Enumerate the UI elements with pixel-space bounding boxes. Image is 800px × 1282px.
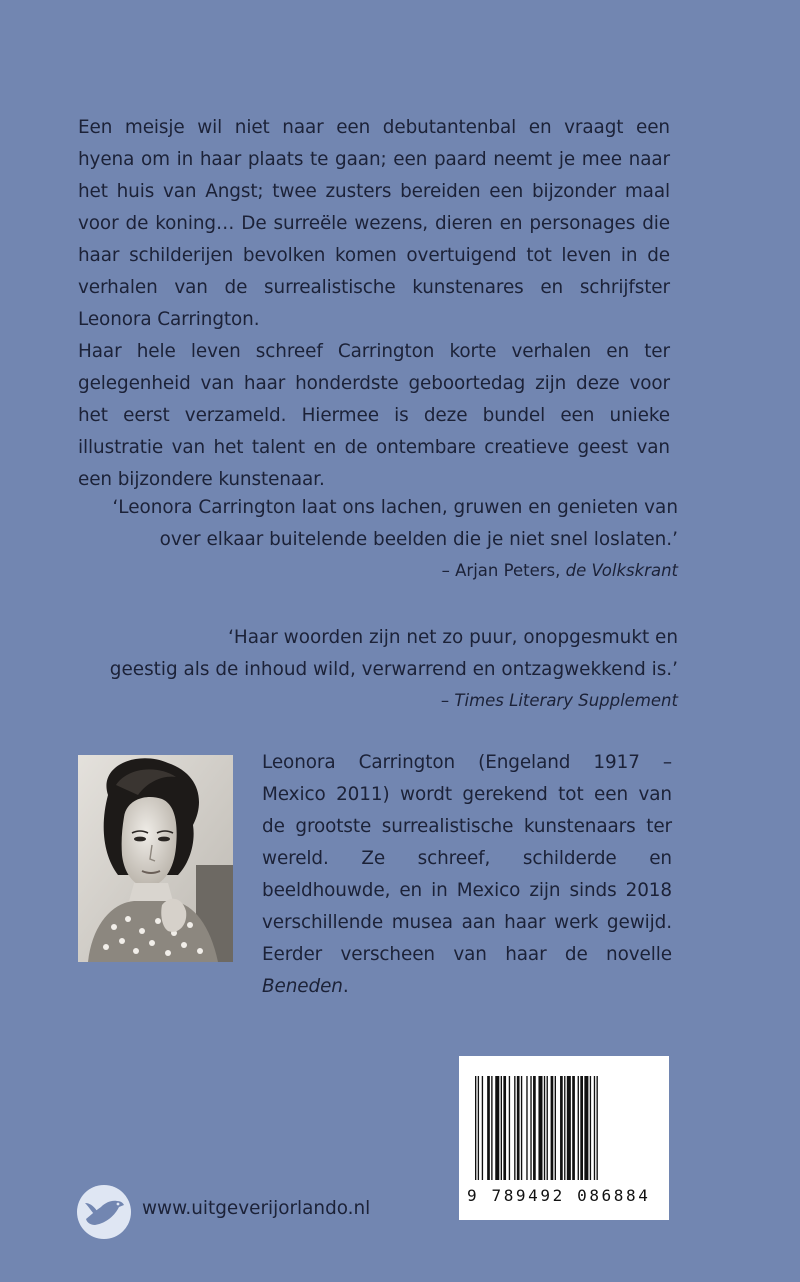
barcode-bar — [594, 1076, 595, 1180]
barcode-bar — [521, 1076, 522, 1180]
barcode-bar — [555, 1076, 556, 1180]
barcode-bar — [501, 1076, 502, 1180]
barcode-bars — [475, 1076, 653, 1180]
barcode-bar — [564, 1076, 565, 1180]
barcode-bar — [572, 1076, 575, 1180]
barcode-bar — [530, 1076, 531, 1180]
quote-attribution — [78, 686, 678, 716]
review-quote-tls — [78, 622, 678, 716]
barcode-bar — [597, 1076, 598, 1180]
attribution-author: – Arjan Peters, — [441, 561, 566, 580]
book-blurb — [78, 112, 670, 496]
barcode-bar — [533, 1076, 536, 1180]
publisher-website-link[interactable]: www.uitgeverijorlando.nl — [142, 1198, 371, 1219]
review-quote-volkskrant — [78, 492, 678, 586]
barcode-bar — [478, 1076, 479, 1180]
barcode-bar — [514, 1076, 515, 1180]
barcode-bar — [487, 1076, 490, 1180]
barcode-bar — [547, 1076, 548, 1180]
barcode-bar — [567, 1076, 571, 1180]
attribution-source: de Volkskrant — [565, 561, 678, 580]
barcode-bar — [491, 1076, 492, 1180]
blurb-paragraph-2: Haar hele leven schreef Carrington korte verhalen en ter gelegenheid van haar honderdste geboortedag zijn deze voor het eerst verzameld. Hiermee is deze bundel een unieke illustratie van het talent en de ontembare creatieve geest van een bijzondere kunstenaar. — [78, 341, 670, 490]
author-photo — [78, 755, 233, 962]
barcode-bar — [584, 1076, 588, 1180]
barcode-bar — [482, 1076, 483, 1180]
barcode-bar — [590, 1076, 591, 1180]
barcode-bar — [538, 1076, 542, 1180]
barcode-bar — [578, 1076, 579, 1180]
quote-line: geestig als de inhoud wild, verwarrend en ontzagwekkend is.’ — [109, 659, 678, 680]
barcode-bar — [475, 1076, 476, 1180]
barcode-bar — [526, 1076, 527, 1180]
quote-line: over elkaar buitelende beelden die je niet snel loslaten.’ — [159, 529, 678, 550]
barcode-bar — [560, 1076, 563, 1180]
barcode-bar — [495, 1076, 499, 1180]
isbn-barcode — [459, 1056, 669, 1220]
blurb-paragraph-1: Een meisje wil niet naar een debutantenbal en vraagt een hyena om in haar plaats te gaan; een paard neemt je mee naar het huis van Angst; twee zusters bereiden een bijzonder maal voor de koning… De surreële wezens, dieren en personages die haar schilderijen bevolken komen overtuigend tot leven in de verhalen van de surrealistische kunstenares en schrijfster Leonora Carrington. — [78, 117, 670, 330]
quote-attribution — [78, 556, 678, 586]
bio-end: . — [342, 976, 349, 997]
barcode-bar — [503, 1076, 506, 1180]
bird-logo-icon — [77, 1185, 131, 1239]
barcode-bar — [509, 1076, 510, 1180]
barcode-bar — [580, 1076, 583, 1180]
quote-line: ‘Haar woorden zijn net zo puur, onopgesmukt en — [228, 627, 678, 648]
bio-text: Leonora Carrington (Engeland 1917 – Mexico 2011) wordt gerekend tot een van de grootste surrealistische kunstenaars ter wereld. Ze schreef, schilderde en beeldhouwde, en in Mexico zijn sinds 2018 verschillende musea aan haar werk gewijd. Eerder verscheen van haar de novelle — [262, 752, 672, 965]
isbn-number: 9 789492 086884 — [467, 1186, 651, 1205]
barcode-bar — [517, 1076, 520, 1180]
attribution-author: – — [440, 691, 455, 710]
attribution-source: Times Literary Supplement — [454, 691, 678, 710]
barcode-bar — [544, 1076, 545, 1180]
barcode-bar — [551, 1076, 554, 1180]
quote-line: ‘Leonora Carrington laat ons lachen, gruwen en genieten van — [112, 497, 678, 518]
author-bio — [262, 747, 672, 1003]
bio-book-title: Beneden — [262, 976, 343, 997]
author-portrait-image — [78, 755, 233, 962]
